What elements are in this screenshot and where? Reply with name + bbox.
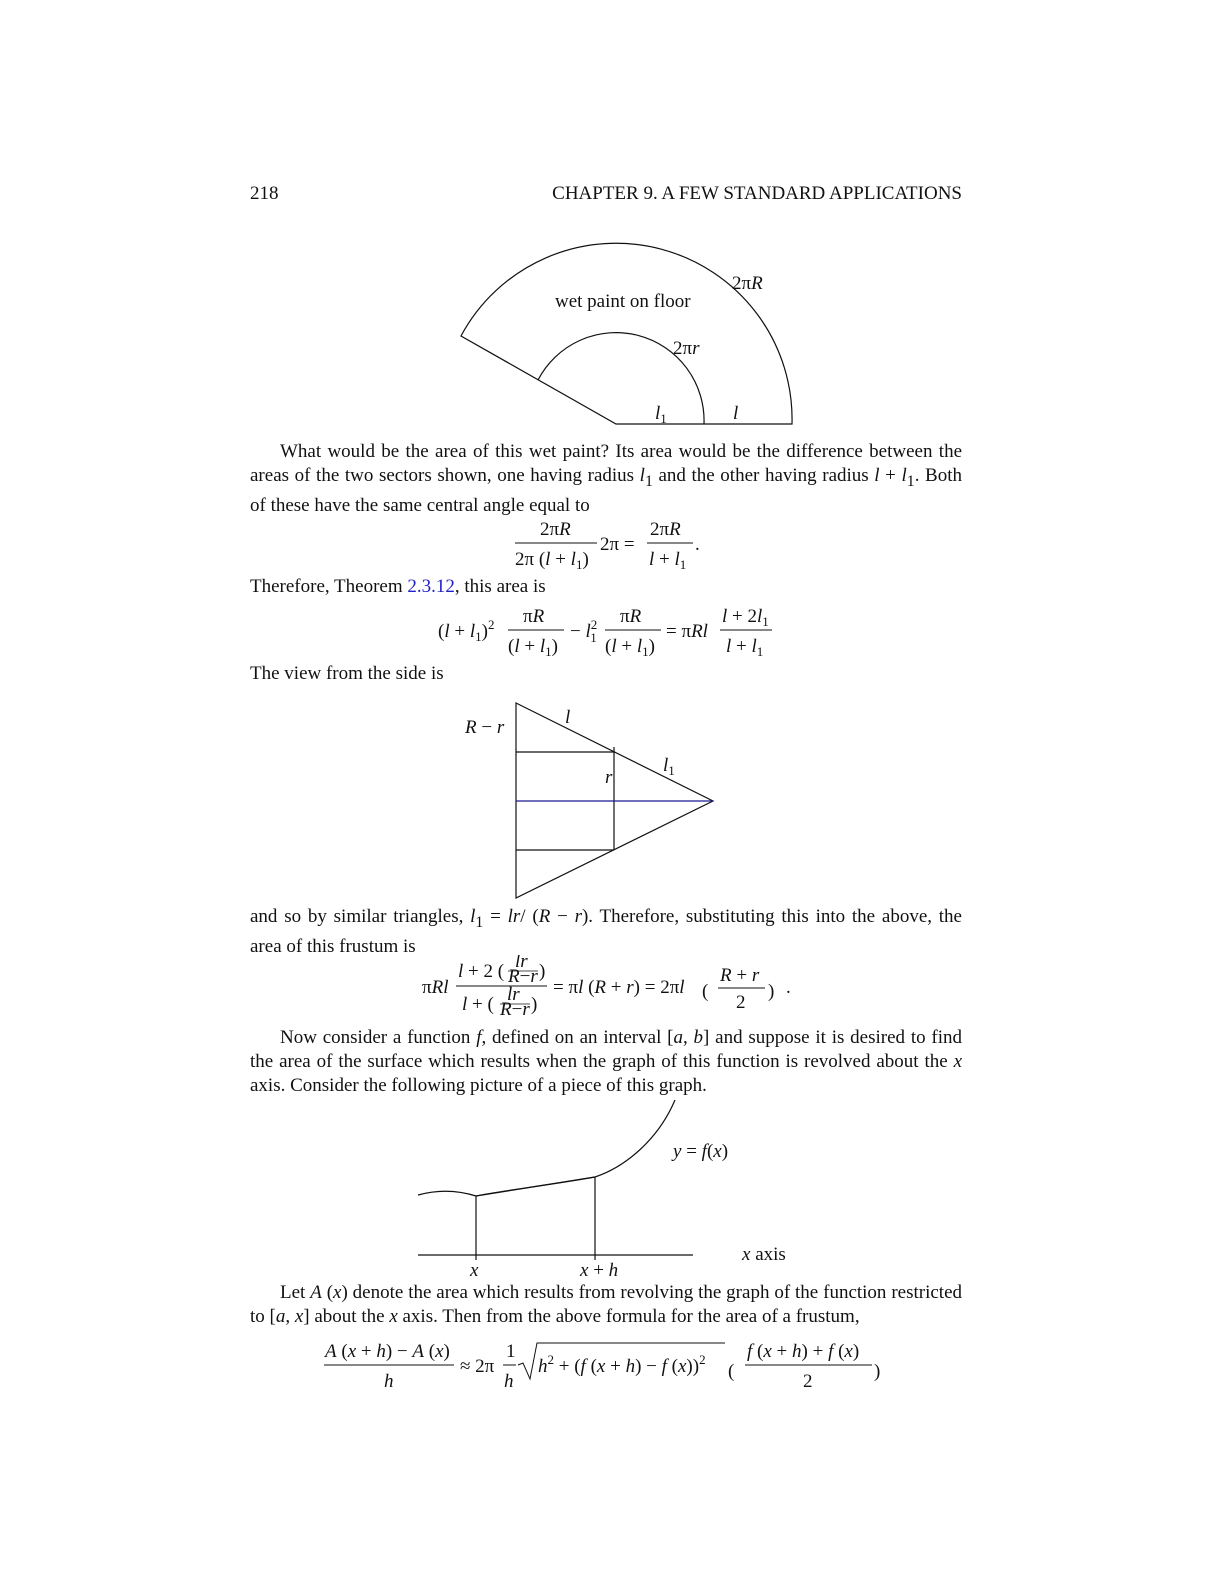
label-l: l [565, 707, 571, 728]
svg-text:lr: lr [507, 984, 520, 1005]
svg-text:l + 2l1: $l + 2l_1$ [722, 606, 769, 629]
equation-frustum [420, 955, 800, 1020]
running-title: CHAPTER 9. A FEW STANDARD APPLICATIONS [552, 183, 962, 204]
svg-text:= πRl: = πRl [666, 621, 708, 642]
l1-segment-label: $l_1$ [655, 403, 667, 426]
sector-label: wet paint on floor [555, 291, 691, 312]
tick-x-label: x [470, 1260, 479, 1281]
svg-text:2πR: 2πR [540, 519, 571, 540]
side-view-figure [455, 695, 735, 905]
x-axis-label: x axis [742, 1244, 786, 1265]
svg-text:2: 2 [736, 992, 746, 1013]
svg-text:A (x + h) − A (x): A (x + h) − A (x) [325, 1341, 450, 1362]
svg-text:(l + l1): $(l + l_1)$ [605, 636, 655, 659]
svg-text:(: ( [728, 1361, 735, 1382]
equation-central-angle [500, 515, 720, 575]
svg-text:l + l1: $l + l_1$ [726, 636, 764, 659]
paragraph-similar-triangles: and so by similar triangles, $l_1 = lr/$ (R − r). Therefore, substituting this into the above, the area of this frustum is [250, 906, 962, 957]
svg-text:.: . [695, 534, 700, 555]
svg-text:R + r: R + r [720, 965, 760, 986]
page-number: 218 [250, 183, 279, 204]
curve-label: y = f(x) [673, 1141, 729, 1162]
svg-text:R−r: R−r [500, 999, 530, 1020]
l-segment-label: l [733, 403, 739, 424]
svg-text:l + l1: $l + l_1$ [649, 549, 687, 572]
paragraph-side-view: The view from the side is [250, 663, 444, 684]
svg-text:): ) [874, 1361, 881, 1382]
svg-text:.: . [786, 977, 791, 998]
svg-text:− l21: − $l^2$ 1 [570, 617, 598, 645]
svg-text:): ) [768, 981, 775, 1002]
svg-text:1: 1 [506, 1341, 516, 1362]
paragraph-theorem: Therefore, Theorem 2.3.12, this area is [250, 576, 546, 597]
equation-difference-quotient [320, 1335, 900, 1395]
paragraph-function: Now consider a function f, defined on an interval [a, b] and suppose it is desired to find the area of the surface which results when the graph of this function is revolved about the x axis. Consider the following picture of a piece of this graph. [250, 1027, 963, 1096]
equation-area [430, 600, 790, 660]
outer-arc-label: 2πR [732, 273, 763, 294]
svg-text:R−r: R−r [508, 966, 538, 987]
svg-text:l + (: l + ( [462, 994, 494, 1015]
svg-text:): ) [531, 994, 538, 1015]
sector-figure [440, 235, 820, 435]
svg-text:πR: πR [523, 606, 545, 627]
svg-text:f (x + h) + f (x): f (x + h) + f (x) [747, 1341, 860, 1362]
svg-text:2πR: 2πR [650, 519, 681, 540]
svg-text:2: 2 [803, 1371, 813, 1392]
label-r: r [605, 767, 613, 788]
svg-text:h: h [384, 1371, 394, 1392]
function-curve [418, 1100, 675, 1196]
label-l1: $l_1$ [663, 755, 675, 778]
paragraph-area-function: Let A (x) denote the area which results from revolving the graph of the function restricted to [a, x] about the x axis. Then from the above formula for the area of a frustum, [250, 1282, 962, 1327]
chord-line [476, 1177, 595, 1196]
svg-text:(l + l1)2: $(l + l_1)^2$ [438, 617, 495, 644]
paragraph-wet-paint: What would be the area of this wet paint? Its area would be the difference between the areas of the two sectors shown, one having radius $l_1$ and the other having radius $l + l_1$. Both of these have the same central angle equal to [250, 441, 963, 516]
svg-text:2π (l + l1): 2π $(l + l_1)$ [515, 549, 589, 572]
tick-xh-label: x + h [580, 1260, 619, 1281]
svg-text:lr: lr [515, 955, 528, 972]
svg-text:): ) [539, 961, 546, 982]
svg-text:= πl (R + r) = 2πl: = πl (R + r) = 2πl [553, 977, 685, 998]
svg-text:h2 + (f (x + h) − f (x))2: $h^2 + (f$ (x + h) − f (x))$^2$ [538, 1352, 706, 1377]
svg-text:≈ 2π: ≈ 2π [460, 1356, 495, 1377]
svg-text:(l + l1): $(l + l_1)$ [508, 636, 558, 659]
svg-text:2π =: 2π = [600, 534, 635, 555]
inner-arc-label: 2πr [673, 338, 700, 359]
svg-text:(: ( [702, 981, 709, 1002]
svg-text:h: h [504, 1371, 514, 1392]
theorem-link[interactable]: 2.3.12 [407, 576, 455, 597]
graph-figure [410, 1095, 810, 1285]
svg-text:l + 2 (: l + 2 ( [458, 961, 505, 982]
label-R-minus-r: R − r [465, 717, 505, 738]
svg-text:πR: πR [620, 606, 642, 627]
svg-text:πRl: πRl [422, 977, 449, 998]
